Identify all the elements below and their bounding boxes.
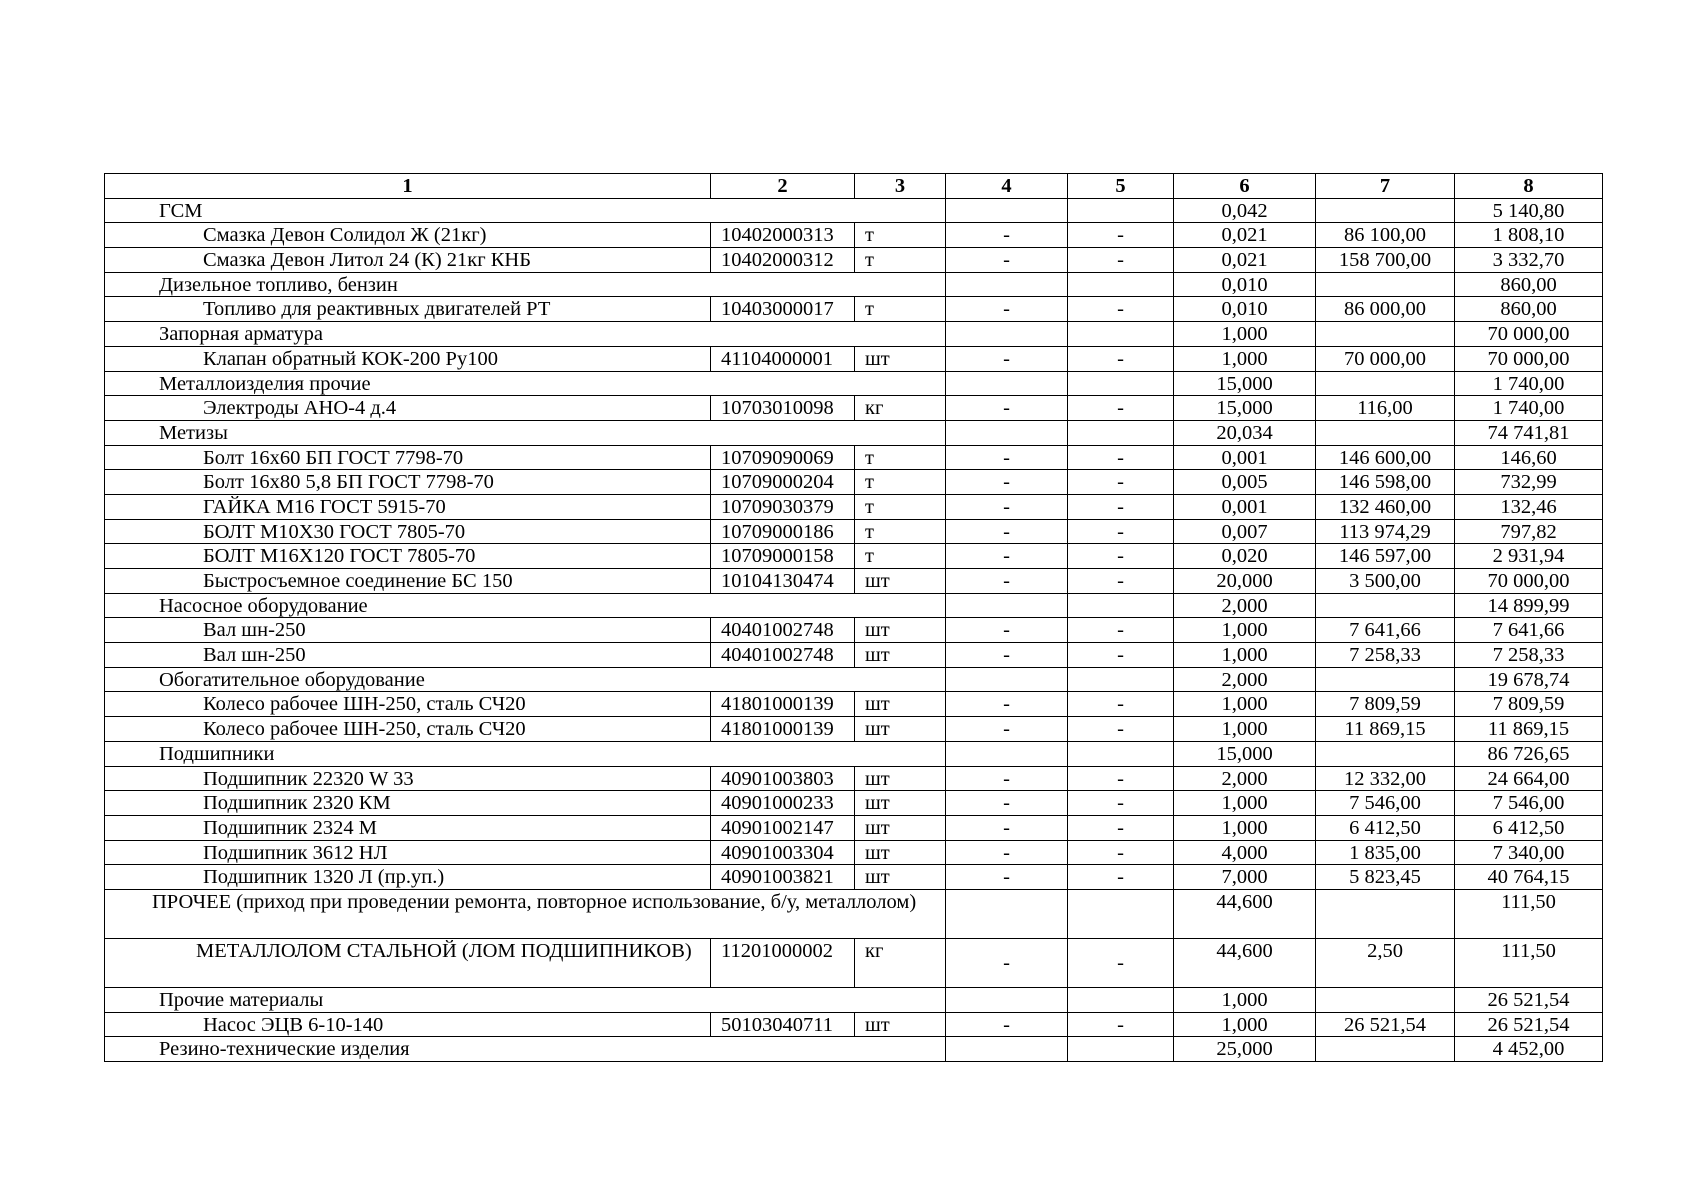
group-name-cell: Насосное оборудование (105, 593, 946, 618)
price-cell: 7 258,33 (1316, 643, 1455, 668)
col5-cell (1068, 667, 1174, 692)
col4-cell (946, 371, 1068, 396)
sum-cell: 11 869,15 (1455, 717, 1603, 742)
col5-cell: - (1068, 470, 1174, 495)
sum-cell: 7 546,00 (1455, 791, 1603, 816)
price-cell (1316, 272, 1455, 297)
col4-cell (946, 1037, 1068, 1062)
item-name-cell: Смазка Девон Литол 24 (К) 21кг КНБ (105, 248, 711, 273)
sum-cell: 70 000,00 (1455, 322, 1603, 347)
group-row (105, 1037, 1603, 1062)
materials-table (104, 173, 1603, 1062)
header-cell: 5 (1068, 174, 1174, 199)
item-row (105, 938, 1603, 987)
item-row (105, 494, 1603, 519)
item-row (105, 519, 1603, 544)
item-row (105, 840, 1603, 865)
quantity-cell: 1,000 (1174, 643, 1316, 668)
col4-cell: - (946, 297, 1068, 322)
unit-cell: шт (855, 1012, 946, 1037)
unit-cell: шт (855, 766, 946, 791)
col4-cell: - (946, 519, 1068, 544)
col5-cell: - (1068, 938, 1174, 987)
col4-cell (946, 889, 1068, 938)
sum-cell: 14 899,99 (1455, 593, 1603, 618)
col4-cell (946, 198, 1068, 223)
price-cell (1316, 1037, 1455, 1062)
item-row (105, 223, 1603, 248)
code-cell: 10709000204 (711, 470, 855, 495)
item-name-cell: Подшипник 3612 НЛ (105, 840, 711, 865)
item-name-text: МЕТАЛЛОЛОМ СТАЛЬНОЙ (ЛОМ ПОДШИПНИКОВ) (196, 939, 692, 962)
sum-cell: 797,82 (1455, 519, 1603, 544)
quantity-cell: 1,000 (1174, 618, 1316, 643)
sum-cell: 40 764,15 (1455, 865, 1603, 890)
unit-cell: шт (855, 865, 946, 890)
item-row (105, 643, 1603, 668)
quantity-cell: 0,010 (1174, 272, 1316, 297)
col4-cell: - (946, 494, 1068, 519)
price-cell: 5 823,45 (1316, 865, 1455, 890)
col5-cell: - (1068, 766, 1174, 791)
item-row (105, 815, 1603, 840)
col4-cell: - (946, 717, 1068, 742)
price-cell (1316, 593, 1455, 618)
col4-cell: - (946, 643, 1068, 668)
price-cell: 11 869,15 (1316, 717, 1455, 742)
code-cell: 41104000001 (711, 346, 855, 371)
col5-cell (1068, 987, 1174, 1012)
col4-cell: - (946, 840, 1068, 865)
group-name-cell: Прочие материалы (105, 987, 946, 1012)
sum-cell: 3 332,70 (1455, 248, 1603, 273)
group-row (105, 889, 1603, 938)
item-row (105, 717, 1603, 742)
group-name-cell: Резино-технические изделия (105, 1037, 946, 1062)
item-name-cell: Болт 16х60 БП ГОСТ 7798-70 (105, 445, 711, 470)
code-cell: 41801000139 (711, 717, 855, 742)
unit-cell: шт (855, 791, 946, 816)
sum-cell: 5 140,80 (1455, 198, 1603, 223)
price-cell: 12 332,00 (1316, 766, 1455, 791)
unit-cell: т (855, 223, 946, 248)
col5-cell: - (1068, 248, 1174, 273)
price-cell: 86 000,00 (1316, 297, 1455, 322)
col4-cell: - (946, 865, 1068, 890)
unit-cell: т (855, 248, 946, 273)
quantity-cell: 2,000 (1174, 667, 1316, 692)
col5-cell: - (1068, 717, 1174, 742)
col5-cell: - (1068, 840, 1174, 865)
sum-cell: 1 808,10 (1455, 223, 1603, 248)
col5-cell: - (1068, 1012, 1174, 1037)
sum-cell: 86 726,65 (1455, 741, 1603, 766)
item-name-cell: Подшипник 2320 КМ (105, 791, 711, 816)
col4-cell: - (946, 445, 1068, 470)
quantity-cell: 1,000 (1174, 322, 1316, 347)
price-cell (1316, 741, 1455, 766)
price-cell: 132 460,00 (1316, 494, 1455, 519)
col5-cell (1068, 1037, 1174, 1062)
col4-cell (946, 322, 1068, 347)
col5-cell: - (1068, 297, 1174, 322)
item-name-cell: Смазка Девон Солидол Ж (21кг) (105, 223, 711, 248)
item-row (105, 692, 1603, 717)
col5-cell: - (1068, 519, 1174, 544)
sum-cell: 860,00 (1455, 297, 1603, 322)
sum-cell: 1 740,00 (1455, 371, 1603, 396)
price-cell: 7 641,66 (1316, 618, 1455, 643)
quantity-cell: 1,000 (1174, 791, 1316, 816)
item-name-cell: Подшипник 1320 Л (пр.уп.) (105, 865, 711, 890)
code-cell: 41801000139 (711, 692, 855, 717)
col5-cell: - (1068, 692, 1174, 717)
col5-cell (1068, 371, 1174, 396)
col4-cell (946, 593, 1068, 618)
price-cell: 7 546,00 (1316, 791, 1455, 816)
code-cell: 10709000186 (711, 519, 855, 544)
code-cell: 40901000233 (711, 791, 855, 816)
quantity-cell: 0,042 (1174, 198, 1316, 223)
sum-cell: 2 931,94 (1455, 544, 1603, 569)
price-cell: 158 700,00 (1316, 248, 1455, 273)
header-cell: 1 (105, 174, 711, 199)
price-cell: 7 809,59 (1316, 692, 1455, 717)
header-row (105, 174, 1603, 199)
item-name-cell: Насос ЭЦВ 6-10-140 (105, 1012, 711, 1037)
item-name-cell: Быстросъемное соединение БС 150 (105, 569, 711, 594)
item-name-cell: Вал шн-250 (105, 618, 711, 643)
col5-cell: - (1068, 791, 1174, 816)
col4-cell: - (946, 1012, 1068, 1037)
col4-cell: - (946, 938, 1068, 987)
code-cell: 10403000017 (711, 297, 855, 322)
price-cell (1316, 420, 1455, 445)
col5-cell: - (1068, 494, 1174, 519)
col5-cell: - (1068, 618, 1174, 643)
col5-cell: - (1068, 569, 1174, 594)
item-row (105, 248, 1603, 273)
price-cell: 113 974,29 (1316, 519, 1455, 544)
sum-cell: 24 664,00 (1455, 766, 1603, 791)
item-name-cell: БОЛТ М16Х120 ГОСТ 7805-70 (105, 544, 711, 569)
col4-cell: - (946, 544, 1068, 569)
price-cell: 146 600,00 (1316, 445, 1455, 470)
group-name-text: ПРОЧЕЕ (приход при проведении ремонта, повторное использование, б/у, металлолом) (152, 890, 917, 913)
quantity-cell: 1,000 (1174, 717, 1316, 742)
sum-cell: 7 641,66 (1455, 618, 1603, 643)
price-cell: 1 835,00 (1316, 840, 1455, 865)
price-cell (1316, 322, 1455, 347)
col5-cell: - (1068, 643, 1174, 668)
group-row (105, 667, 1603, 692)
col5-cell: - (1068, 865, 1174, 890)
col5-cell (1068, 889, 1174, 938)
item-name-cell: БОЛТ М10Х30 ГОСТ 7805-70 (105, 519, 711, 544)
price-cell (1316, 987, 1455, 1012)
col4-cell: - (946, 248, 1068, 273)
price-cell (1316, 667, 1455, 692)
sum-cell: 146,60 (1455, 445, 1603, 470)
col4-cell: - (946, 791, 1068, 816)
group-name-cell: Обогатительное оборудование (105, 667, 946, 692)
col4-cell (946, 272, 1068, 297)
col5-cell: - (1068, 223, 1174, 248)
header-cell: 4 (946, 174, 1068, 199)
quantity-cell: 0,021 (1174, 248, 1316, 273)
unit-cell: т (855, 544, 946, 569)
col5-cell: - (1068, 544, 1174, 569)
group-row (105, 593, 1603, 618)
item-name-cell: Топливо для реактивных двигателей РТ (105, 297, 711, 322)
sum-cell: 70 000,00 (1455, 346, 1603, 371)
code-cell: 10402000312 (711, 248, 855, 273)
code-cell: 10709000158 (711, 544, 855, 569)
unit-cell: т (855, 494, 946, 519)
item-row (105, 766, 1603, 791)
group-name-cell: Запорная арматура (105, 322, 946, 347)
quantity-cell: 2,000 (1174, 593, 1316, 618)
table-body (105, 174, 1603, 1062)
price-cell: 70 000,00 (1316, 346, 1455, 371)
quantity-cell: 1,000 (1174, 987, 1316, 1012)
group-row (105, 322, 1603, 347)
quantity-cell: 0,010 (1174, 297, 1316, 322)
item-row (105, 297, 1603, 322)
price-cell (1316, 889, 1455, 938)
col5-cell (1068, 420, 1174, 445)
price-cell: 26 521,54 (1316, 1012, 1455, 1037)
col4-cell: - (946, 470, 1068, 495)
sum-cell: 111,50 (1455, 889, 1603, 938)
quantity-cell: 0,007 (1174, 519, 1316, 544)
code-cell: 11201000002 (711, 938, 855, 987)
item-row (105, 618, 1603, 643)
sum-cell: 732,99 (1455, 470, 1603, 495)
unit-cell: т (855, 445, 946, 470)
price-cell (1316, 371, 1455, 396)
sum-cell: 19 678,74 (1455, 667, 1603, 692)
group-name-cell: Подшипники (105, 741, 946, 766)
code-cell: 10703010098 (711, 396, 855, 421)
item-row (105, 396, 1603, 421)
unit-cell: шт (855, 840, 946, 865)
item-row (105, 791, 1603, 816)
code-cell: 40901003803 (711, 766, 855, 791)
code-cell: 10709090069 (711, 445, 855, 470)
unit-cell: шт (855, 815, 946, 840)
sum-cell: 7 258,33 (1455, 643, 1603, 668)
group-row (105, 987, 1603, 1012)
col5-cell (1068, 593, 1174, 618)
sum-cell: 132,46 (1455, 494, 1603, 519)
item-name-cell: Клапан обратный КОК-200 Ру100 (105, 346, 711, 371)
group-row (105, 420, 1603, 445)
quantity-cell: 15,000 (1174, 371, 1316, 396)
price-cell: 146 597,00 (1316, 544, 1455, 569)
quantity-cell: 0,021 (1174, 223, 1316, 248)
code-cell: 40401002748 (711, 618, 855, 643)
quantity-cell: 25,000 (1174, 1037, 1316, 1062)
col5-cell: - (1068, 815, 1174, 840)
col4-cell: - (946, 815, 1068, 840)
col5-cell (1068, 322, 1174, 347)
unit-cell: шт (855, 346, 946, 371)
unit-cell: кг (855, 938, 946, 987)
unit-cell: шт (855, 692, 946, 717)
code-cell: 10104130474 (711, 569, 855, 594)
sum-cell: 26 521,54 (1455, 1012, 1603, 1037)
col5-cell (1068, 198, 1174, 223)
group-name-cell: ГСМ (105, 198, 946, 223)
price-cell: 116,00 (1316, 396, 1455, 421)
quantity-cell: 0,001 (1174, 445, 1316, 470)
unit-cell: шт (855, 569, 946, 594)
group-row (105, 741, 1603, 766)
quantity-cell: 15,000 (1174, 396, 1316, 421)
price-cell: 146 598,00 (1316, 470, 1455, 495)
col4-cell: - (946, 396, 1068, 421)
code-cell: 40901003821 (711, 865, 855, 890)
price-cell: 3 500,00 (1316, 569, 1455, 594)
item-row (105, 346, 1603, 371)
sum-cell: 70 000,00 (1455, 569, 1603, 594)
group-name-cell: Дизельное топливо, бензин (105, 272, 946, 297)
item-name-cell: Вал шн-250 (105, 643, 711, 668)
sum-cell: 7 809,59 (1455, 692, 1603, 717)
sum-cell: 4 452,00 (1455, 1037, 1603, 1062)
sum-cell: 6 412,50 (1455, 815, 1603, 840)
col4-cell (946, 420, 1068, 445)
item-row (105, 865, 1603, 890)
code-cell: 40401002748 (711, 643, 855, 668)
price-cell: 2,50 (1316, 938, 1455, 987)
item-name-cell: Электроды АНО-4 д.4 (105, 396, 711, 421)
sum-cell: 26 521,54 (1455, 987, 1603, 1012)
item-row (105, 445, 1603, 470)
group-name-cell: Метизы (105, 420, 946, 445)
sum-cell: 74 741,81 (1455, 420, 1603, 445)
unit-cell: шт (855, 717, 946, 742)
quantity-cell: 7,000 (1174, 865, 1316, 890)
col4-cell: - (946, 346, 1068, 371)
col4-cell: - (946, 766, 1068, 791)
item-name-cell: Колесо рабочее ШН-250, сталь СЧ20 (105, 692, 711, 717)
header-cell: 6 (1174, 174, 1316, 199)
item-name-cell: ГАЙКА М16 ГОСТ 5915-70 (105, 494, 711, 519)
quantity-cell: 0,001 (1174, 494, 1316, 519)
code-cell: 40901002147 (711, 815, 855, 840)
quantity-cell: 20,000 (1174, 569, 1316, 594)
quantity-cell: 44,600 (1174, 889, 1316, 938)
quantity-cell: 1,000 (1174, 815, 1316, 840)
unit-cell: т (855, 470, 946, 495)
unit-cell: шт (855, 643, 946, 668)
col4-cell: - (946, 618, 1068, 643)
unit-cell: кг (855, 396, 946, 421)
col4-cell (946, 987, 1068, 1012)
sum-cell: 111,50 (1455, 938, 1603, 987)
quantity-cell: 20,034 (1174, 420, 1316, 445)
quantity-cell: 15,000 (1174, 741, 1316, 766)
item-name-cell: Болт 16х80 5,8 БП ГОСТ 7798-70 (105, 470, 711, 495)
unit-cell: т (855, 297, 946, 322)
item-row (105, 544, 1603, 569)
quantity-cell: 4,000 (1174, 840, 1316, 865)
group-name-cell: Металлоизделия прочие (105, 371, 946, 396)
quantity-cell: 0,020 (1174, 544, 1316, 569)
item-row (105, 569, 1603, 594)
col4-cell: - (946, 692, 1068, 717)
item-name-cell: Подшипник 22320 W 33 (105, 766, 711, 791)
col5-cell: - (1068, 445, 1174, 470)
item-row (105, 470, 1603, 495)
group-row (105, 198, 1603, 223)
col4-cell (946, 667, 1068, 692)
header-cell: 8 (1455, 174, 1603, 199)
group-name-cell (105, 889, 946, 938)
header-cell: 2 (711, 174, 855, 199)
code-cell: 50103040711 (711, 1012, 855, 1037)
item-name-cell: Колесо рабочее ШН-250, сталь СЧ20 (105, 717, 711, 742)
col4-cell: - (946, 223, 1068, 248)
code-cell: 10709030379 (711, 494, 855, 519)
col4-cell: - (946, 569, 1068, 594)
quantity-cell: 1,000 (1174, 346, 1316, 371)
col5-cell: - (1068, 396, 1174, 421)
price-cell: 6 412,50 (1316, 815, 1455, 840)
quantity-cell: 0,005 (1174, 470, 1316, 495)
quantity-cell: 1,000 (1174, 692, 1316, 717)
col5-cell: - (1068, 346, 1174, 371)
item-name-cell (105, 938, 711, 987)
item-name-cell: Подшипник 2324 М (105, 815, 711, 840)
col5-cell (1068, 272, 1174, 297)
unit-cell: шт (855, 618, 946, 643)
header-cell: 3 (855, 174, 946, 199)
sum-cell: 1 740,00 (1455, 396, 1603, 421)
sum-cell: 860,00 (1455, 272, 1603, 297)
code-cell: 10402000313 (711, 223, 855, 248)
unit-cell: т (855, 519, 946, 544)
sum-cell: 7 340,00 (1455, 840, 1603, 865)
price-cell (1316, 198, 1455, 223)
quantity-cell: 2,000 (1174, 766, 1316, 791)
item-row (105, 1012, 1603, 1037)
group-row (105, 371, 1603, 396)
code-cell: 40901003304 (711, 840, 855, 865)
quantity-cell: 44,600 (1174, 938, 1316, 987)
price-cell: 86 100,00 (1316, 223, 1455, 248)
col4-cell (946, 741, 1068, 766)
header-cell: 7 (1316, 174, 1455, 199)
group-row (105, 272, 1603, 297)
quantity-cell: 1,000 (1174, 1012, 1316, 1037)
col5-cell (1068, 741, 1174, 766)
